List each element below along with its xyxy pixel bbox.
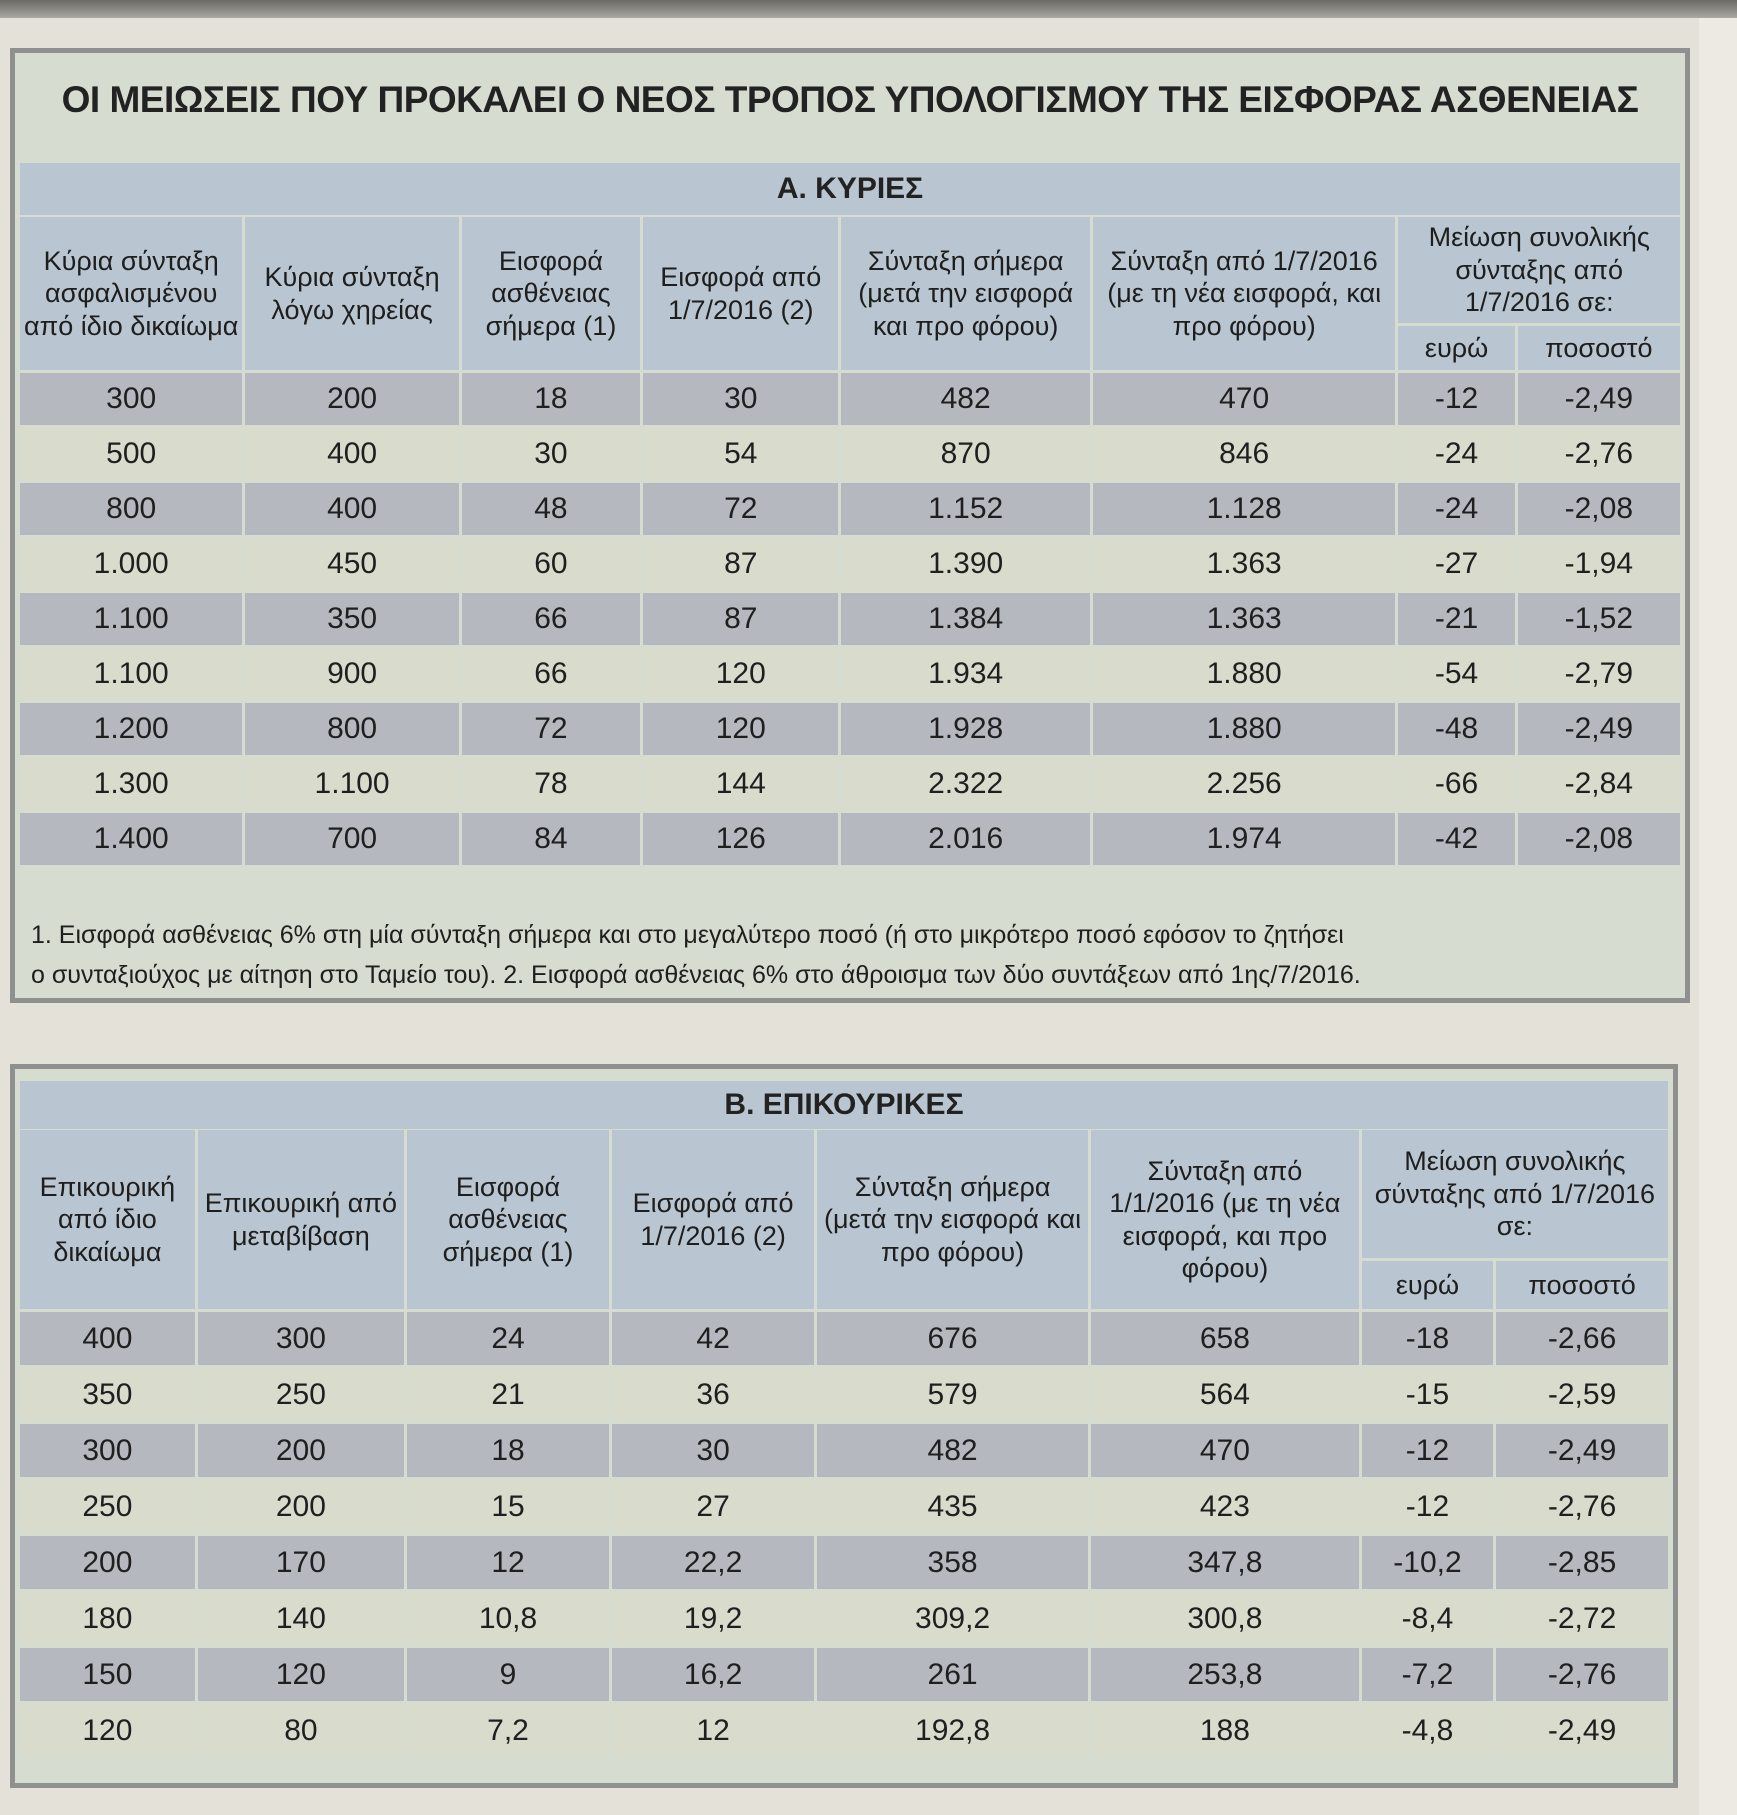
- table-cell: 1.400: [20, 813, 242, 865]
- table-cell: 358: [817, 1536, 1088, 1589]
- table-cell: -2,49: [1496, 1424, 1668, 1477]
- table-cell: 87: [643, 593, 838, 645]
- table-cell: -2,49: [1518, 373, 1680, 425]
- table-row: [20, 648, 1680, 700]
- table-cell: 309,2: [817, 1592, 1088, 1645]
- table-cell: 30: [612, 1424, 814, 1477]
- header-b-5: Σύνταξη από 1/1/2016 (με τη νέα εισφορά, και προ φόρου): [1091, 1130, 1359, 1309]
- table-cell: 120: [198, 1648, 404, 1701]
- table-cell: 16,2: [612, 1648, 814, 1701]
- table-cell: -1,94: [1518, 538, 1680, 590]
- table-cell: 54: [643, 428, 838, 480]
- table-cell: 1.200: [20, 703, 242, 755]
- section-b-table: [17, 1127, 1671, 1760]
- table-cell: 84: [462, 813, 640, 865]
- table-row: [20, 758, 1680, 810]
- table-cell: 700: [245, 813, 458, 865]
- table-cell: 12: [612, 1704, 814, 1757]
- header-a-6: Μείωση συνολικής σύνταξης από 1/7/2016 σε:: [1398, 217, 1680, 323]
- subheader-a-percent: ποσοστό: [1518, 326, 1680, 370]
- header-b-6: Μείωση συνολικής σύνταξης από 1/7/2016 σε:: [1362, 1130, 1668, 1258]
- header-b-0: Επικουρική από ίδιο δικαίωμα: [20, 1130, 195, 1309]
- table-cell: 78: [462, 758, 640, 810]
- table-cell: 66: [462, 648, 640, 700]
- table-cell: 30: [643, 373, 838, 425]
- table-cell: 2.256: [1093, 758, 1396, 810]
- table-cell: 435: [817, 1480, 1088, 1533]
- table-cell: 1.363: [1093, 538, 1396, 590]
- page-top-strip: [0, 0, 1737, 18]
- table-cell: 1.390: [841, 538, 1089, 590]
- table-cell: 1.100: [20, 648, 242, 700]
- table-cell: 200: [20, 1536, 195, 1589]
- table-cell: 140: [198, 1592, 404, 1645]
- table-cell: 72: [643, 483, 838, 535]
- table-cell: 12: [407, 1536, 609, 1589]
- table-cell: 192,8: [817, 1704, 1088, 1757]
- subheader-a-euro: ευρώ: [1398, 326, 1514, 370]
- table-row: [20, 1368, 1668, 1421]
- table-cell: 300: [20, 1424, 195, 1477]
- page-right-edge: [1699, 18, 1737, 1815]
- table-cell: -2,59: [1496, 1368, 1668, 1421]
- table-cell: -2,76: [1518, 428, 1680, 480]
- table-cell: 1.300: [20, 758, 242, 810]
- table-cell: 250: [20, 1480, 195, 1533]
- table-cell: -10,2: [1362, 1536, 1493, 1589]
- subheader-b-euro: ευρώ: [1362, 1261, 1493, 1309]
- table-cell: 450: [245, 538, 458, 590]
- table-row: [20, 1312, 1668, 1365]
- table-cell: 2.322: [841, 758, 1089, 810]
- table-cell: 400: [245, 428, 458, 480]
- table-cell: -12: [1362, 1424, 1493, 1477]
- table-cell: 846: [1093, 428, 1396, 480]
- table-cell: -2,85: [1496, 1536, 1668, 1589]
- table-cell: 42: [612, 1312, 814, 1365]
- table-cell: 36: [612, 1368, 814, 1421]
- header-a-4: Σύνταξη σήμερα (μετά την εισφορά και προ φόρου): [841, 217, 1089, 370]
- table-row: [20, 1424, 1668, 1477]
- table-cell: 347,8: [1091, 1536, 1359, 1589]
- section-a-footnote: [31, 915, 1671, 995]
- table-cell: 48: [462, 483, 640, 535]
- table-cell: 72: [462, 703, 640, 755]
- table-cell: -2,72: [1496, 1592, 1668, 1645]
- table-cell: -2,08: [1518, 483, 1680, 535]
- table-cell: 400: [20, 1312, 195, 1365]
- table-cell: 9: [407, 1648, 609, 1701]
- table-cell: 19,2: [612, 1592, 814, 1645]
- main-title: ΟΙ ΜΕΙΩΣΕΙΣ ΠΟΥ ΠΡΟΚΑΛΕΙ Ο ΝΕΟΣ ΤΡΟΠΟΣ ΥΠΟΛΟΓΙΣΜΟΥ ΤΗΣ ΕΙΣΦΟΡΑΣ ΑΣΘΕΝΕΙΑΣ: [61, 79, 1639, 120]
- table-cell: 2.016: [841, 813, 1089, 865]
- table-cell: -27: [1398, 538, 1514, 590]
- table-cell: 66: [462, 593, 640, 645]
- section-a-rows: [20, 373, 1680, 865]
- header-b-1: Επικουρική από μεταβίβαση: [198, 1130, 404, 1309]
- table-cell: -54: [1398, 648, 1514, 700]
- table-cell: 300: [20, 373, 242, 425]
- table-cell: 18: [407, 1424, 609, 1477]
- table-cell: 150: [20, 1648, 195, 1701]
- header-a-1: Κύρια σύνταξη λόγω χηρείας: [245, 217, 458, 370]
- table-row: [20, 538, 1680, 590]
- footnote-line-2: ο συνταξιούχος με αίτηση στο Ταμείο του). 2. Εισφορά ασθένειας 6% στο άθροισμα των δύο συντάξεων από 1ης/7/2016.: [31, 961, 1361, 989]
- table-cell: -2,84: [1518, 758, 1680, 810]
- header-b-4: Σύνταξη σήμερα (μετά την εισφορά και προ φόρου): [817, 1130, 1088, 1309]
- table-cell: 253,8: [1091, 1648, 1359, 1701]
- table-cell: -2,49: [1496, 1704, 1668, 1757]
- table-cell: 7,2: [407, 1704, 609, 1757]
- table-cell: 22,2: [612, 1536, 814, 1589]
- table-cell: 144: [643, 758, 838, 810]
- table-cell: 30: [462, 428, 640, 480]
- table-cell: 261: [817, 1648, 1088, 1701]
- table-cell: 400: [245, 483, 458, 535]
- table-cell: 1.000: [20, 538, 242, 590]
- table-cell: 120: [643, 648, 838, 700]
- table-cell: 200: [245, 373, 458, 425]
- header-a-0: Κύρια σύνταξη ασφαλισμένου από ίδιο δικαίωμα: [20, 217, 242, 370]
- section-a-panel: [10, 48, 1690, 1003]
- table-cell: 1.974: [1093, 813, 1396, 865]
- table-cell: -15: [1362, 1368, 1493, 1421]
- table-cell: -21: [1398, 593, 1514, 645]
- table-cell: 870: [841, 428, 1089, 480]
- table-row: [20, 1648, 1668, 1701]
- table-cell: 1.880: [1093, 648, 1396, 700]
- table-cell: -2,76: [1496, 1480, 1668, 1533]
- table-cell: -1,52: [1518, 593, 1680, 645]
- table-cell: 482: [841, 373, 1089, 425]
- section-a-title: Α. ΚΥΡΙΕΣ: [20, 163, 1680, 215]
- table-cell: 60: [462, 538, 640, 590]
- table-cell: -7,2: [1362, 1648, 1493, 1701]
- table-cell: -42: [1398, 813, 1514, 865]
- table-cell: 1.934: [841, 648, 1089, 700]
- section-b-panel: [10, 1064, 1678, 1788]
- table-cell: 1.100: [245, 758, 458, 810]
- table-cell: 676: [817, 1312, 1088, 1365]
- table-cell: 188: [1091, 1704, 1359, 1757]
- table-cell: 200: [198, 1480, 404, 1533]
- table-cell: -66: [1398, 758, 1514, 810]
- table-cell: 800: [20, 483, 242, 535]
- table-row: [20, 1480, 1668, 1533]
- table-row: [20, 593, 1680, 645]
- table-cell: 564: [1091, 1368, 1359, 1421]
- table-cell: -48: [1398, 703, 1514, 755]
- table-cell: 10,8: [407, 1592, 609, 1645]
- subheader-b-percent: ποσοστό: [1496, 1261, 1668, 1309]
- section-b-rows: [20, 1312, 1668, 1757]
- table-cell: 658: [1091, 1312, 1359, 1365]
- table-cell: -2,79: [1518, 648, 1680, 700]
- table-row: [20, 428, 1680, 480]
- table-row: [20, 813, 1680, 865]
- table-cell: 423: [1091, 1480, 1359, 1533]
- table-cell: 579: [817, 1368, 1088, 1421]
- header-b-2: Εισφορά ασθένειας σήμερα (1): [407, 1130, 609, 1309]
- table-cell: -2,76: [1496, 1648, 1668, 1701]
- table-cell: 800: [245, 703, 458, 755]
- table-cell: 120: [20, 1704, 195, 1757]
- table-cell: 80: [198, 1704, 404, 1757]
- table-cell: 482: [817, 1424, 1088, 1477]
- table-cell: 120: [643, 703, 838, 755]
- table-row: [20, 1536, 1668, 1589]
- table-cell: 126: [643, 813, 838, 865]
- table-cell: 350: [245, 593, 458, 645]
- table-cell: -24: [1398, 428, 1514, 480]
- header-a-5: Σύνταξη από 1/7/2016 (με τη νέα εισφορά, και προ φόρου): [1093, 217, 1396, 370]
- header-a-3: Εισφορά από 1/7/2016 (2): [643, 217, 838, 370]
- table-cell: 900: [245, 648, 458, 700]
- header-b-3: Εισφορά από 1/7/2016 (2): [612, 1130, 814, 1309]
- table-cell: -12: [1398, 373, 1514, 425]
- table-row: [20, 703, 1680, 755]
- table-cell: 1.100: [20, 593, 242, 645]
- section-b-title: Β. ΕΠΙΚΟΥΡΙΚΕΣ: [20, 1081, 1668, 1129]
- table-cell: -4,8: [1362, 1704, 1493, 1757]
- table-row: [20, 373, 1680, 425]
- table-row: [20, 483, 1680, 535]
- table-cell: 200: [198, 1424, 404, 1477]
- table-cell: -24: [1398, 483, 1514, 535]
- table-cell: 1.363: [1093, 593, 1396, 645]
- table-cell: -8,4: [1362, 1592, 1493, 1645]
- table-cell: -12: [1362, 1480, 1493, 1533]
- table-cell: 24: [407, 1312, 609, 1365]
- footnote-line-1: 1. Εισφορά ασθένειας 6% στη μία σύνταξη σήμερα και στο μεγαλύτερο ποσό (ή στο μικρότερο ποσό εφόσον το ζητήσει: [31, 921, 1344, 949]
- table-cell: 350: [20, 1368, 195, 1421]
- header-a-2: Εισφορά ασθένειας σήμερα (1): [462, 217, 640, 370]
- table-cell: 170: [198, 1536, 404, 1589]
- table-cell: -2,66: [1496, 1312, 1668, 1365]
- table-cell: 300: [198, 1312, 404, 1365]
- table-cell: 1.384: [841, 593, 1089, 645]
- table-cell: 500: [20, 428, 242, 480]
- table-cell: 1.928: [841, 703, 1089, 755]
- table-cell: 15: [407, 1480, 609, 1533]
- table-row: [20, 1704, 1668, 1757]
- table-cell: -2,49: [1518, 703, 1680, 755]
- table-cell: 250: [198, 1368, 404, 1421]
- table-cell: 470: [1093, 373, 1396, 425]
- table-cell: -2,08: [1518, 813, 1680, 865]
- table-cell: 1.128: [1093, 483, 1396, 535]
- table-cell: 300,8: [1091, 1592, 1359, 1645]
- table-cell: 87: [643, 538, 838, 590]
- section-a-table: [17, 214, 1683, 868]
- table-row: [20, 1592, 1668, 1645]
- table-cell: 21: [407, 1368, 609, 1421]
- table-cell: 18: [462, 373, 640, 425]
- table-cell: 180: [20, 1592, 195, 1645]
- table-cell: 1.880: [1093, 703, 1396, 755]
- table-cell: 27: [612, 1480, 814, 1533]
- table-cell: 470: [1091, 1424, 1359, 1477]
- table-cell: -18: [1362, 1312, 1493, 1365]
- table-cell: 1.152: [841, 483, 1089, 535]
